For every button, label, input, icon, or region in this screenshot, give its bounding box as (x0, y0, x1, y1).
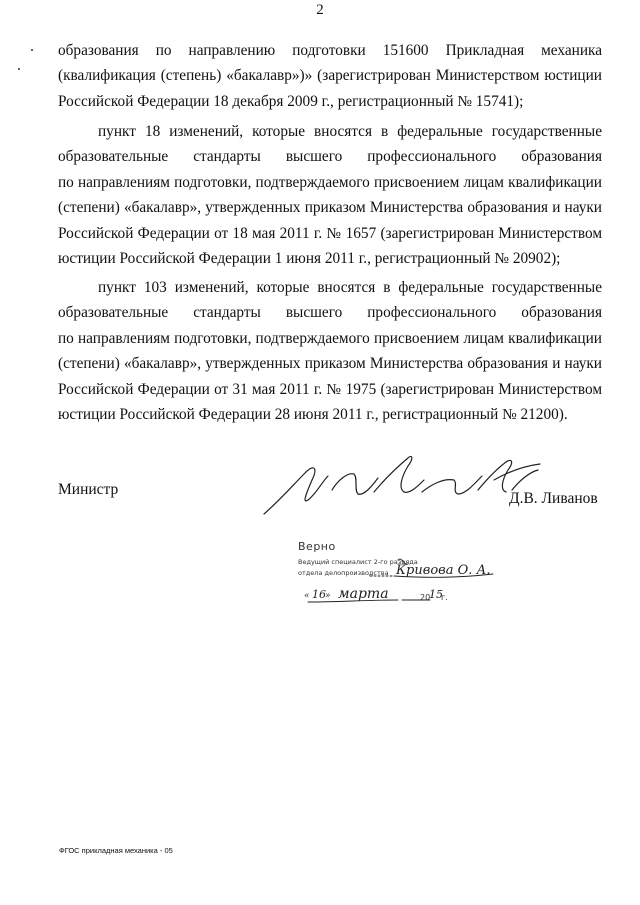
stamp-day: 16 (312, 588, 326, 601)
stamp-handwriting (298, 540, 498, 610)
page-number: 2 (316, 2, 324, 18)
stamp-year-prefix: 20 (420, 593, 431, 602)
text-line: юстиции Российской Федерации 1 июня 2011 г., регистрационный № 20902); (58, 250, 561, 268)
svg-text:«: « (304, 591, 310, 601)
footer: ФГОС прикладная механика - 05 (59, 846, 173, 855)
stamp-signer-name: Кривова О. А. (396, 563, 491, 578)
text-line: Российской Федерации от 18 мая 2011 г. № 1657 (зарегистрирован Министерством (58, 224, 602, 242)
certification-stamp (298, 540, 498, 610)
paragraph-3 (58, 275, 602, 427)
stamp-year: 15 (429, 588, 443, 601)
text-line: Российской Федерации от 31 мая 2011 г. № 1975 (зарегистрирован Министерством (58, 380, 602, 398)
text-line: образования по направлению подготовки 151600 Прикладная механика (58, 42, 602, 59)
text-line: по направлениям подготовки, подтверждаемого присвоением лицам квалификации (58, 173, 602, 191)
text-line: Российской Федерации 18 декабря 2009 г., регистрационный № 15741); (58, 92, 524, 110)
stamp-department: отдела делопроизводства (298, 569, 389, 577)
paragraph-1 (58, 38, 602, 114)
stamp-position: Ведущий специалист 2-го разряда (298, 558, 418, 566)
signatory-title: Министр (58, 481, 119, 498)
svg-text:»: » (325, 591, 331, 601)
margin-mark (18, 68, 20, 70)
text-line: юстиции Российской Федерации 28 июня 2011 г., регистрационный № 21200). (58, 406, 568, 424)
text-line: (степени) «бакалавр», утвержденных приказом Министерства образования и науки (58, 355, 602, 373)
paragraph-2 (58, 119, 602, 271)
text-line: (степени) «бакалавр», утвержденных приказом Министерства образования и науки (58, 199, 602, 217)
stamp-heading: Верно (298, 540, 336, 553)
handwritten-signature (262, 450, 552, 520)
signatory-name: Д.В. Ливанов (509, 490, 598, 507)
text-line: (квалификация (степень) «бакалавр»)» (зарегистрирован Министерством юстиции (58, 67, 602, 85)
text-line: пункт 18 изменений, которые вносятся в федеральные государственные (98, 123, 602, 140)
stamp-year-suffix: г. (441, 593, 448, 602)
text-line: образовательные стандарты высшего профессионального образования (58, 148, 602, 166)
text-line: образовательные стандарты высшего профессионального образования (58, 304, 602, 322)
text-line: по направлениям подготовки, подтверждаемого присвоением лицам квалификации (58, 329, 602, 347)
stamp-month: марта (338, 586, 389, 602)
text-line: пункт 103 изменений, которые вносятся в федеральные государственные (98, 279, 602, 296)
margin-mark (31, 49, 33, 51)
